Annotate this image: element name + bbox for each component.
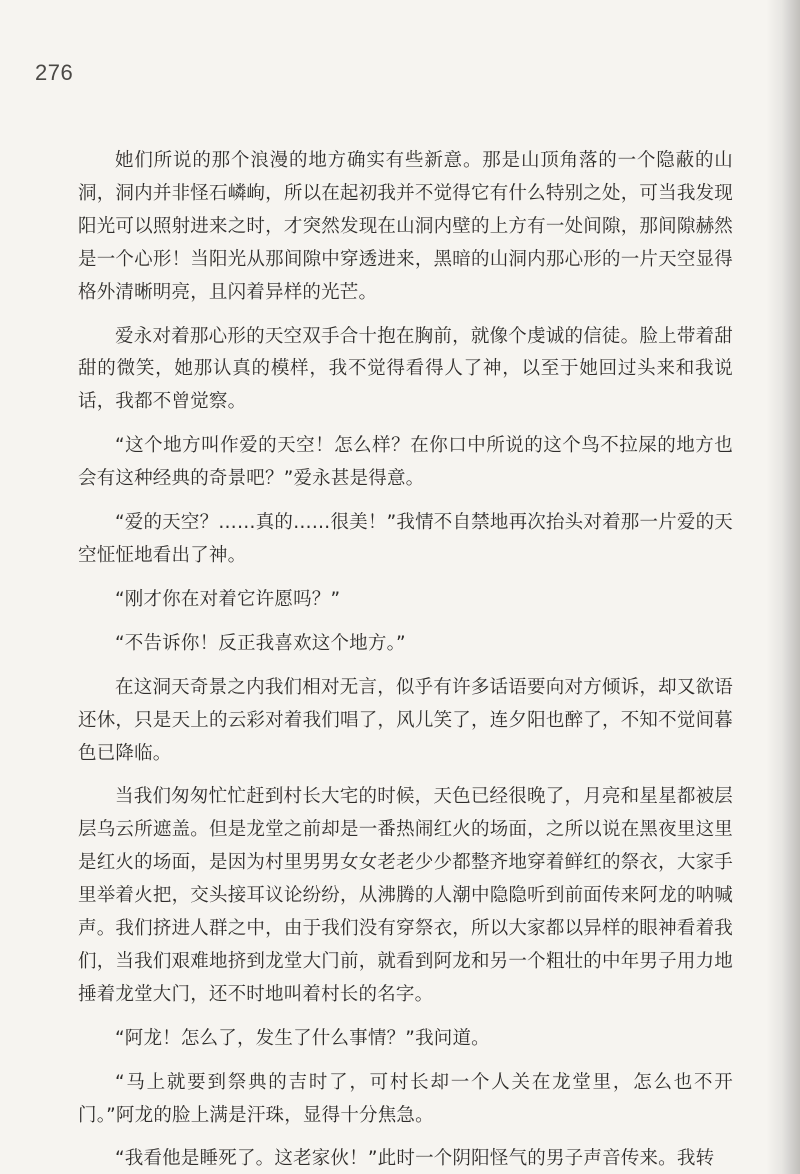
paragraph: 当我们匆匆忙忙赶到村长大宅的时候，天色已经很晚了，月亮和星星都被层层乌云所遮盖。但是龙堂之前却是一番热闹红火的场面，之所以说在黑夜里这里是红火的场面，是因为村里男男女女老老少少都整齐地穿着鲜红的祭衣，大家手里举着火把，交头接耳议论纷纷，从沸腾的人潮中隐隐听到前面传来阿龙的呐喊声。我们挤进人群之中，由于我们没有穿祭衣，所以大家都以异样的眼神看着我们，当我们艰难地挤到龙堂大门前，就看到阿龙和另一个粗壮的中年男子用力地捶着龙堂大门，还不时地叫着村长的名字。 bbox=[78, 786, 733, 1005]
paragraph: 她们所说的那个浪漫的地方确实有些新意。那是山顶角落的一个隐蔽的山洞，洞内并非怪石嶙峋，所以在起初我并不觉得它有什么特别之处，可当我发现阳光可以照射进来之时，才突然发现在山洞内壁的上方有一处间隙，那间隙赫然是一个心形！当阳光从那间隙中穿透进来，黑暗的山洞内那心形的一片天空显得格外清晰明亮，且闪着异样的光芒。 bbox=[78, 150, 733, 303]
paragraph: “阿龙！怎么了，发生了什么事情？”我问道。 bbox=[115, 1027, 490, 1049]
paragraph: “不告诉你！反正我喜欢这个地方。” bbox=[115, 632, 406, 654]
paragraph: “我看他是睡死了。这老家伙！”此时一个阴阳怪气的男子声音传来。我转 bbox=[115, 1148, 715, 1170]
page-number: 276 bbox=[35, 60, 74, 85]
body-text bbox=[78, 145, 733, 1174]
paragraph: “马上就要到祭典的吉时了，可村长却一个人关在龙堂里，怎么也不开门。”阿龙的脸上满是汗珠，显得十分焦急。 bbox=[78, 1071, 733, 1126]
paragraph: 在这洞天奇景之内我们相对无言，似乎有许多话语要向对方倾诉，却又欲语还休，只是天上的云彩对着我们唱了，风儿笑了，连夕阳也醉了，不知不觉间暮色已降临。 bbox=[78, 676, 733, 764]
binding-gutter-shadow bbox=[766, 0, 800, 1174]
paragraph: 爱永对着那心形的天空双手合十抱在胸前，就像个虔诚的信徒。脸上带着甜甜的微笑，她那认真的模样，我不觉得看得人了神，以至于她回过头来和我说话，我都不曾觉察。 bbox=[78, 325, 733, 413]
paragraph: “爱的天空？……真的……很美！”我情不自禁地再次抬头对着那一片爱的天空怔怔地看出了神。 bbox=[78, 512, 733, 566]
paragraph: “这个地方叫作爱的天空！怎么样？在你口中所说的这个鸟不拉屎的地方也会有这种经典的奇景吧？”爱永甚是得意。 bbox=[78, 435, 733, 490]
paragraph: “刚才你在对着它许愿吗？” bbox=[115, 588, 341, 610]
